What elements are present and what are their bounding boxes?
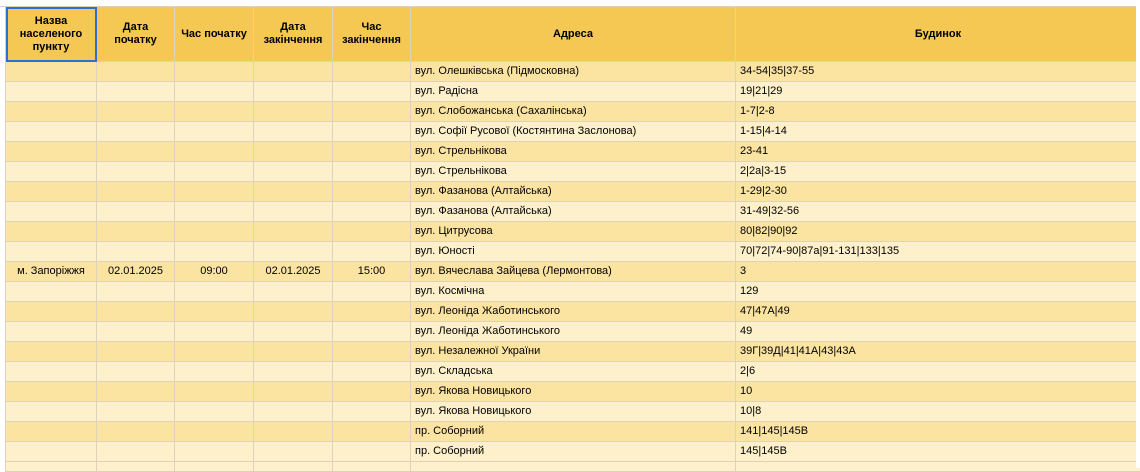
cell-start-date[interactable]	[97, 382, 175, 402]
cell-start-date[interactable]	[97, 82, 175, 102]
cell-building[interactable]: 19|21|29	[736, 82, 1140, 102]
cell-settlement[interactable]: м. Запоріжжя	[6, 262, 97, 282]
cell-start-date[interactable]	[97, 362, 175, 382]
cell-start-time[interactable]: 09:00	[175, 262, 254, 282]
cell-start-date[interactable]	[97, 182, 175, 202]
cell-end-time[interactable]	[333, 82, 411, 102]
cell-building[interactable]: 3	[736, 262, 1140, 282]
cell-address[interactable]: пр. Соборний	[411, 442, 736, 462]
cell-end-date[interactable]	[254, 382, 333, 402]
cell-end-date[interactable]	[254, 162, 333, 182]
cell-start-date[interactable]: 02.01.2025	[97, 262, 175, 282]
cell-start-time[interactable]	[175, 202, 254, 222]
cell-address[interactable]: вул. Олешківська (Підмосковна)	[411, 62, 736, 82]
table-body	[6, 62, 1140, 472]
cell-start-date[interactable]	[97, 302, 175, 322]
cell-end-date[interactable]	[254, 202, 333, 222]
cell-address[interactable]: вул. Незалежної України	[411, 342, 736, 362]
cell-end-date[interactable]	[254, 122, 333, 142]
cell-end-date[interactable]	[254, 422, 333, 442]
cell-end-time[interactable]	[333, 222, 411, 242]
cell-start-date[interactable]	[97, 242, 175, 262]
cell-building[interactable]: 1-15|4-14	[736, 122, 1140, 142]
cell-start-time[interactable]	[175, 322, 254, 342]
cell-start-date[interactable]	[97, 142, 175, 162]
cell-settlement[interactable]	[6, 162, 97, 182]
cell-end-date[interactable]	[254, 402, 333, 422]
cell-address[interactable]: вул. Софії Русової (Костянтина Заслонова)	[411, 122, 736, 142]
cell-start-date[interactable]	[97, 122, 175, 142]
cell-address[interactable]: вул. Леоніда Жаботинського	[411, 302, 736, 322]
cell-building[interactable]: 34-54|35|37-55	[736, 62, 1140, 82]
cell-start-time[interactable]	[175, 102, 254, 122]
cell-end-date[interactable]	[254, 242, 333, 262]
cell-end-date[interactable]	[254, 462, 333, 472]
cell-end-time[interactable]	[333, 462, 411, 472]
cell-end-time[interactable]	[333, 342, 411, 362]
cell-end-time[interactable]	[333, 282, 411, 302]
cell-building[interactable]: 31-49|32-56	[736, 202, 1140, 222]
table-row	[6, 342, 1140, 362]
cell-start-time[interactable]	[175, 162, 254, 182]
header-building[interactable]: Будинок	[736, 7, 1140, 62]
cell-settlement[interactable]	[6, 402, 97, 422]
cell-settlement[interactable]	[6, 62, 97, 82]
cell-start-date[interactable]	[97, 402, 175, 422]
table-row	[6, 322, 1140, 342]
cell-end-date[interactable]	[254, 222, 333, 242]
cell-start-date[interactable]	[97, 442, 175, 462]
cell-end-date[interactable]	[254, 322, 333, 342]
header-end-date[interactable]: Дата закінчення	[254, 7, 333, 62]
table-row	[6, 302, 1140, 322]
cell-start-time[interactable]	[175, 82, 254, 102]
cell-address[interactable]: вул. Юності	[411, 242, 736, 262]
table-row	[6, 82, 1140, 102]
cell-address[interactable]: вул. Слобожанська (Сахалінська)	[411, 102, 736, 122]
cell-end-time[interactable]: 15:00	[333, 262, 411, 282]
cell-address[interactable]: вул. Фазанова (Алтайська)	[411, 182, 736, 202]
cell-start-date[interactable]	[97, 422, 175, 442]
cell-address[interactable]: вул. Вячеслава Зайцева (Лермонтова)	[411, 262, 736, 282]
cell-start-time[interactable]	[175, 402, 254, 422]
header-row	[6, 7, 1140, 62]
cell-building[interactable]: 2|2а|3-15	[736, 162, 1140, 182]
cell-settlement[interactable]	[6, 342, 97, 362]
cell-end-date[interactable]	[254, 62, 333, 82]
cell-settlement[interactable]	[6, 102, 97, 122]
cell-start-time[interactable]	[175, 422, 254, 442]
cell-building[interactable]: 2|6	[736, 362, 1140, 382]
table-row	[6, 62, 1140, 82]
cell-building[interactable]: 47|47А|49	[736, 302, 1140, 322]
cell-end-date[interactable]	[254, 82, 333, 102]
table-row	[6, 402, 1140, 422]
cell-start-date[interactable]	[97, 222, 175, 242]
cell-building[interactable]: 129	[736, 282, 1140, 302]
cell-start-date[interactable]	[97, 202, 175, 222]
cell-start-time[interactable]	[175, 222, 254, 242]
outage-table	[5, 6, 1140, 472]
cell-settlement[interactable]	[6, 222, 97, 242]
cell-address[interactable]: вул. Якова Новицького	[411, 402, 736, 422]
cell-address[interactable]: вул. Космічна	[411, 282, 736, 302]
cell-start-time[interactable]	[175, 302, 254, 322]
cell-address[interactable]: вул. Леоніда Жаботинського	[411, 322, 736, 342]
cell-start-date[interactable]	[97, 62, 175, 82]
cell-start-time[interactable]	[175, 242, 254, 262]
cell-address[interactable]: вул. Радісна	[411, 82, 736, 102]
header-address[interactable]: Адреса	[411, 7, 736, 62]
cell-building[interactable]	[736, 462, 1140, 472]
cell-building[interactable]: 80|82|90|92	[736, 222, 1140, 242]
cell-building[interactable]: 39Г|39Д|41|41А|43|43А	[736, 342, 1140, 362]
cell-settlement[interactable]	[6, 302, 97, 322]
cell-end-time[interactable]	[333, 162, 411, 182]
table-row	[6, 102, 1140, 122]
cell-building[interactable]: 145|145В	[736, 442, 1140, 462]
cell-settlement[interactable]	[6, 202, 97, 222]
cell-address[interactable]: вул. Якова Новицького	[411, 382, 736, 402]
cell-end-time[interactable]	[333, 182, 411, 202]
cell-end-time[interactable]	[333, 362, 411, 382]
cell-building[interactable]: 141|145|145В	[736, 422, 1140, 442]
cell-end-time[interactable]	[333, 62, 411, 82]
table-row-partial	[6, 462, 1140, 472]
table-row	[6, 202, 1140, 222]
cell-building[interactable]: 23-41	[736, 142, 1140, 162]
cell-end-time[interactable]	[333, 322, 411, 342]
cell-start-date[interactable]	[97, 102, 175, 122]
cell-end-date[interactable]	[254, 342, 333, 362]
cell-end-date[interactable]	[254, 362, 333, 382]
cell-start-time[interactable]	[175, 62, 254, 82]
table-row	[6, 422, 1140, 442]
cell-start-time[interactable]	[175, 362, 254, 382]
table-row	[6, 282, 1140, 302]
cell-settlement[interactable]	[6, 382, 97, 402]
cell-building[interactable]: 1-7|2-8	[736, 102, 1140, 122]
table-row	[6, 162, 1140, 182]
table-row	[6, 242, 1140, 262]
cell-end-time[interactable]	[333, 122, 411, 142]
cell-end-date[interactable]: 02.01.2025	[254, 262, 333, 282]
cell-end-time[interactable]	[333, 302, 411, 322]
cell-start-date[interactable]	[97, 322, 175, 342]
cell-address[interactable]: вул. Цитрусова	[411, 222, 736, 242]
cell-settlement[interactable]	[6, 182, 97, 202]
cell-start-time[interactable]	[175, 442, 254, 462]
table-row	[6, 442, 1140, 462]
cell-address[interactable]: пр. Соборний	[411, 422, 736, 442]
cell-settlement[interactable]	[6, 122, 97, 142]
cell-start-date[interactable]	[97, 282, 175, 302]
table-row	[6, 382, 1140, 402]
cell-start-time[interactable]	[175, 382, 254, 402]
cell-end-time[interactable]	[333, 382, 411, 402]
cell-end-time[interactable]	[333, 102, 411, 122]
cell-start-time[interactable]	[175, 342, 254, 362]
table-row	[6, 262, 1140, 282]
cell-end-date[interactable]	[254, 302, 333, 322]
cell-building[interactable]: 70|72|74-90|87а|91-131|133|135	[736, 242, 1140, 262]
cell-end-date[interactable]	[254, 142, 333, 162]
cell-end-time[interactable]	[333, 442, 411, 462]
cell-address[interactable]: вул. Стрельнікова	[411, 162, 736, 182]
cell-settlement[interactable]	[6, 442, 97, 462]
cell-building[interactable]: 10|8	[736, 402, 1140, 422]
header-start-time[interactable]: Час початку	[175, 7, 254, 62]
cell-settlement[interactable]	[6, 362, 97, 382]
cell-start-time[interactable]	[175, 122, 254, 142]
cell-settlement[interactable]	[6, 142, 97, 162]
cell-end-date[interactable]	[254, 182, 333, 202]
cell-start-time[interactable]	[175, 182, 254, 202]
right-edge	[1136, 0, 1140, 468]
cell-address[interactable]: вул. Стрельнікова	[411, 142, 736, 162]
cell-end-time[interactable]	[333, 202, 411, 222]
cell-start-date[interactable]	[97, 342, 175, 362]
header-start-date[interactable]: Дата початку	[97, 7, 175, 62]
cell-start-time[interactable]	[175, 282, 254, 302]
table-row	[6, 182, 1140, 202]
cell-address[interactable]	[411, 462, 736, 472]
cell-end-time[interactable]	[333, 422, 411, 442]
header-end-time[interactable]: Час закінчення	[333, 7, 411, 62]
cell-address[interactable]: вул. Фазанова (Алтайська)	[411, 202, 736, 222]
cell-start-time[interactable]	[175, 462, 254, 472]
table-row	[6, 122, 1140, 142]
cell-settlement[interactable]	[6, 82, 97, 102]
cell-settlement[interactable]	[6, 242, 97, 262]
cell-address[interactable]: вул. Складська	[411, 362, 736, 382]
cell-end-date[interactable]	[254, 102, 333, 122]
table-row	[6, 362, 1140, 382]
cell-settlement[interactable]	[6, 462, 97, 472]
cell-end-time[interactable]	[333, 142, 411, 162]
table-row	[6, 142, 1140, 162]
cell-settlement[interactable]	[6, 322, 97, 342]
cell-end-date[interactable]	[254, 282, 333, 302]
cell-building[interactable]: 49	[736, 322, 1140, 342]
cell-end-time[interactable]	[333, 402, 411, 422]
cell-building[interactable]: 1-29|2-30	[736, 182, 1140, 202]
cell-start-date[interactable]	[97, 162, 175, 182]
cell-building[interactable]: 10	[736, 382, 1140, 402]
header-settlement[interactable]: Назва населеного пункту	[6, 7, 97, 62]
table-row	[6, 222, 1140, 242]
cell-settlement[interactable]	[6, 282, 97, 302]
cell-end-date[interactable]	[254, 442, 333, 462]
cell-start-date[interactable]	[97, 462, 175, 472]
cell-start-time[interactable]	[175, 142, 254, 162]
cell-end-time[interactable]	[333, 242, 411, 262]
cell-settlement[interactable]	[6, 422, 97, 442]
